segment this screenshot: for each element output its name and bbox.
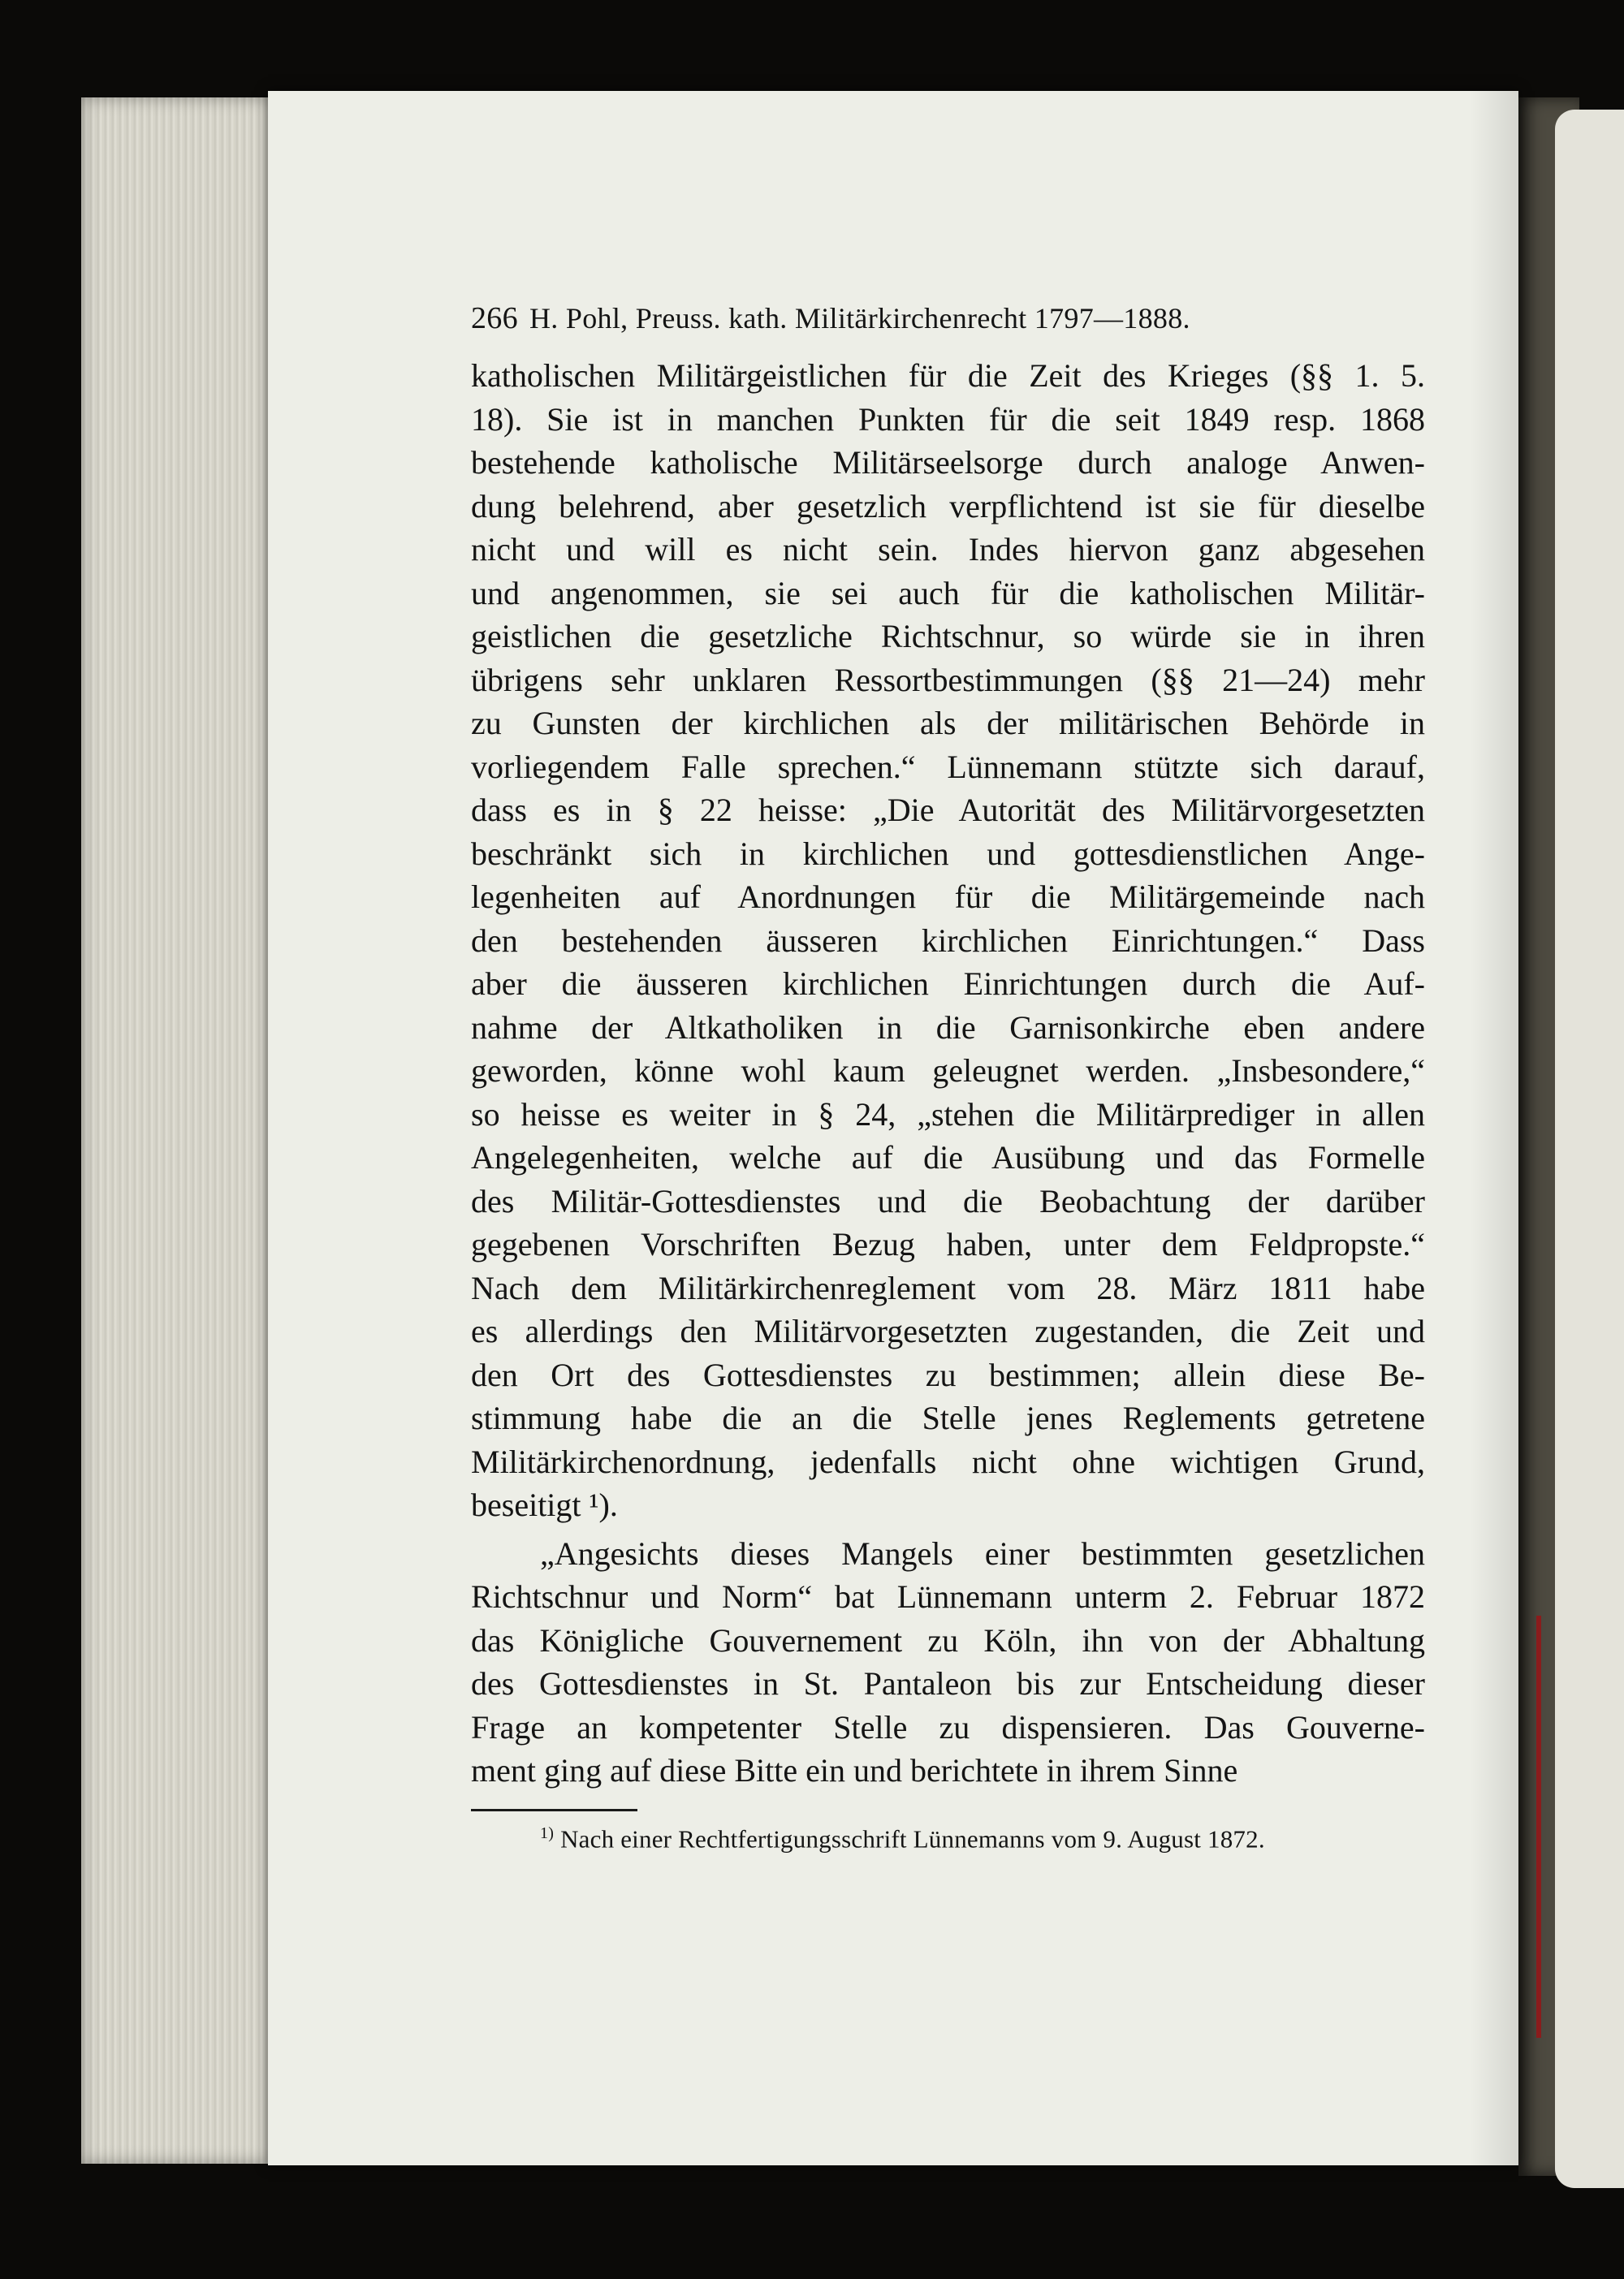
text-line: übrigens sehr unklaren Ressortbestimmungen (§§ 21—24) mehr	[471, 661, 1425, 698]
text-line: nahme der Altkatholiken in die Garnisonkirche eben andere	[471, 1008, 1425, 1046]
text-line: 18). Sie ist in manchen Punkten für die seit 1849 resp. 1868	[471, 400, 1425, 438]
text-line: des Militär-Gottesdienstes und die Beobachtung der darüber	[471, 1182, 1425, 1219]
facing-page	[1555, 110, 1624, 2188]
text-line: katholischen Militärgeistlichen für die Zeit des Krieges (§§ 1. 5.	[471, 357, 1425, 394]
text-line: des Gottesdienstes in St. Pantaleon bis zur Entscheidung dieser	[471, 1665, 1425, 1702]
running-head	[471, 300, 1425, 336]
page-number: 266	[471, 301, 518, 335]
text-line: Angelegenheiten, welche auf die Ausübung und das Formelle	[471, 1139, 1425, 1176]
text-line: dass es in § 22 heisse: „Die Autorität des Militärvorgesetzten	[471, 792, 1425, 828]
text-line: es allerdings den Militärvorgesetzten zugestanden, die Zeit und	[471, 1313, 1425, 1349]
text-line: das Königliche Gouvernement zu Köln, ihn von der Abhaltung	[471, 1621, 1425, 1659]
text-line: beschränkt sich in kirchlichen und gottesdienstlichen Ange-	[471, 835, 1425, 872]
text-line: Richtschnur und Norm“ bat Lünnemann unterm 2. Februar 1872	[471, 1578, 1425, 1615]
text-line: ment ging auf diese Bitte ein und berichtete in ihrem Sinne	[471, 1752, 1238, 1789]
text-line: Frage an kompetenter Stelle zu dispensieren. Das Gouverne-	[471, 1708, 1425, 1746]
paragraph-1	[471, 354, 1425, 1527]
footnote-rule	[471, 1809, 637, 1811]
text-line: legenheiten auf Anordnungen für die Militärgemeinde nach	[471, 878, 1425, 915]
text-line: bestehende katholische Militärseelsorge durch analoge Anwen-	[471, 444, 1425, 481]
footnote-text: Nach einer Rechtfertigungsschrift Lünnemanns vom 9. August 1872.	[560, 1824, 1265, 1853]
text-line: aber die äusseren kirchlichen Einrichtungen durch die Auf-	[471, 965, 1425, 1002]
text-line: „Angesichts dieses Mangels einer bestimmten gesetzlichen	[540, 1534, 1425, 1572]
running-title: H. Pohl, Preuss. kath. Militärkirchenrecht 1797—1888.	[529, 302, 1190, 335]
text-line: Militärkirchenordnung, jedenfalls nicht ohne wichtigen Grund,	[471, 1443, 1425, 1480]
text-line: gegebenen Vorschriften Bezug haben, unter dem Feldpropste.“	[471, 1226, 1425, 1263]
paragraph-2	[471, 1532, 1425, 1793]
book-page-edges	[81, 97, 280, 2164]
footnote	[471, 1824, 1425, 1854]
text-line: beseitigt ¹).	[471, 1487, 618, 1523]
text-line: nicht und will es nicht sein. Indes hiervon ganz abgesehen	[471, 531, 1425, 568]
text-line: den bestehenden äusseren kirchlichen Einrichtungen.“ Dass	[471, 922, 1425, 959]
bookmark-ribbon	[1536, 1616, 1541, 2038]
text-line: vorliegendem Falle sprechen.“ Lünnemann stützte sich darauf,	[471, 748, 1425, 785]
text-line: Nach dem Militärkirchenreglement vom 28. März 1811 habe	[471, 1269, 1425, 1306]
text-line: geistlichen die gesetzliche Richtschnur, so würde sie in ihren	[471, 618, 1425, 654]
text-line: den Ort des Gottesdienstes zu bestimmen; allein diese Be-	[471, 1356, 1425, 1393]
footnote-marker: 1)	[540, 1824, 555, 1842]
text-line: stimmung habe die an die Stelle jenes Reglements getretene	[471, 1400, 1425, 1436]
page-content	[471, 300, 1425, 1854]
text-line: und angenommen, sie sei auch für die katholischen Militär-	[471, 574, 1425, 611]
text-line: geworden, könne wohl kaum geleugnet werden. „Insbesondere,“	[471, 1052, 1425, 1089]
text-line: dung belehrend, aber gesetzlich verpflichtend ist sie für dieselbe	[471, 487, 1425, 524]
text-line: so heisse es weiter in § 24, „stehen die Militärprediger in allen	[471, 1095, 1425, 1133]
text-line: zu Gunsten der kirchlichen als der militärischen Behörde in	[471, 705, 1425, 741]
